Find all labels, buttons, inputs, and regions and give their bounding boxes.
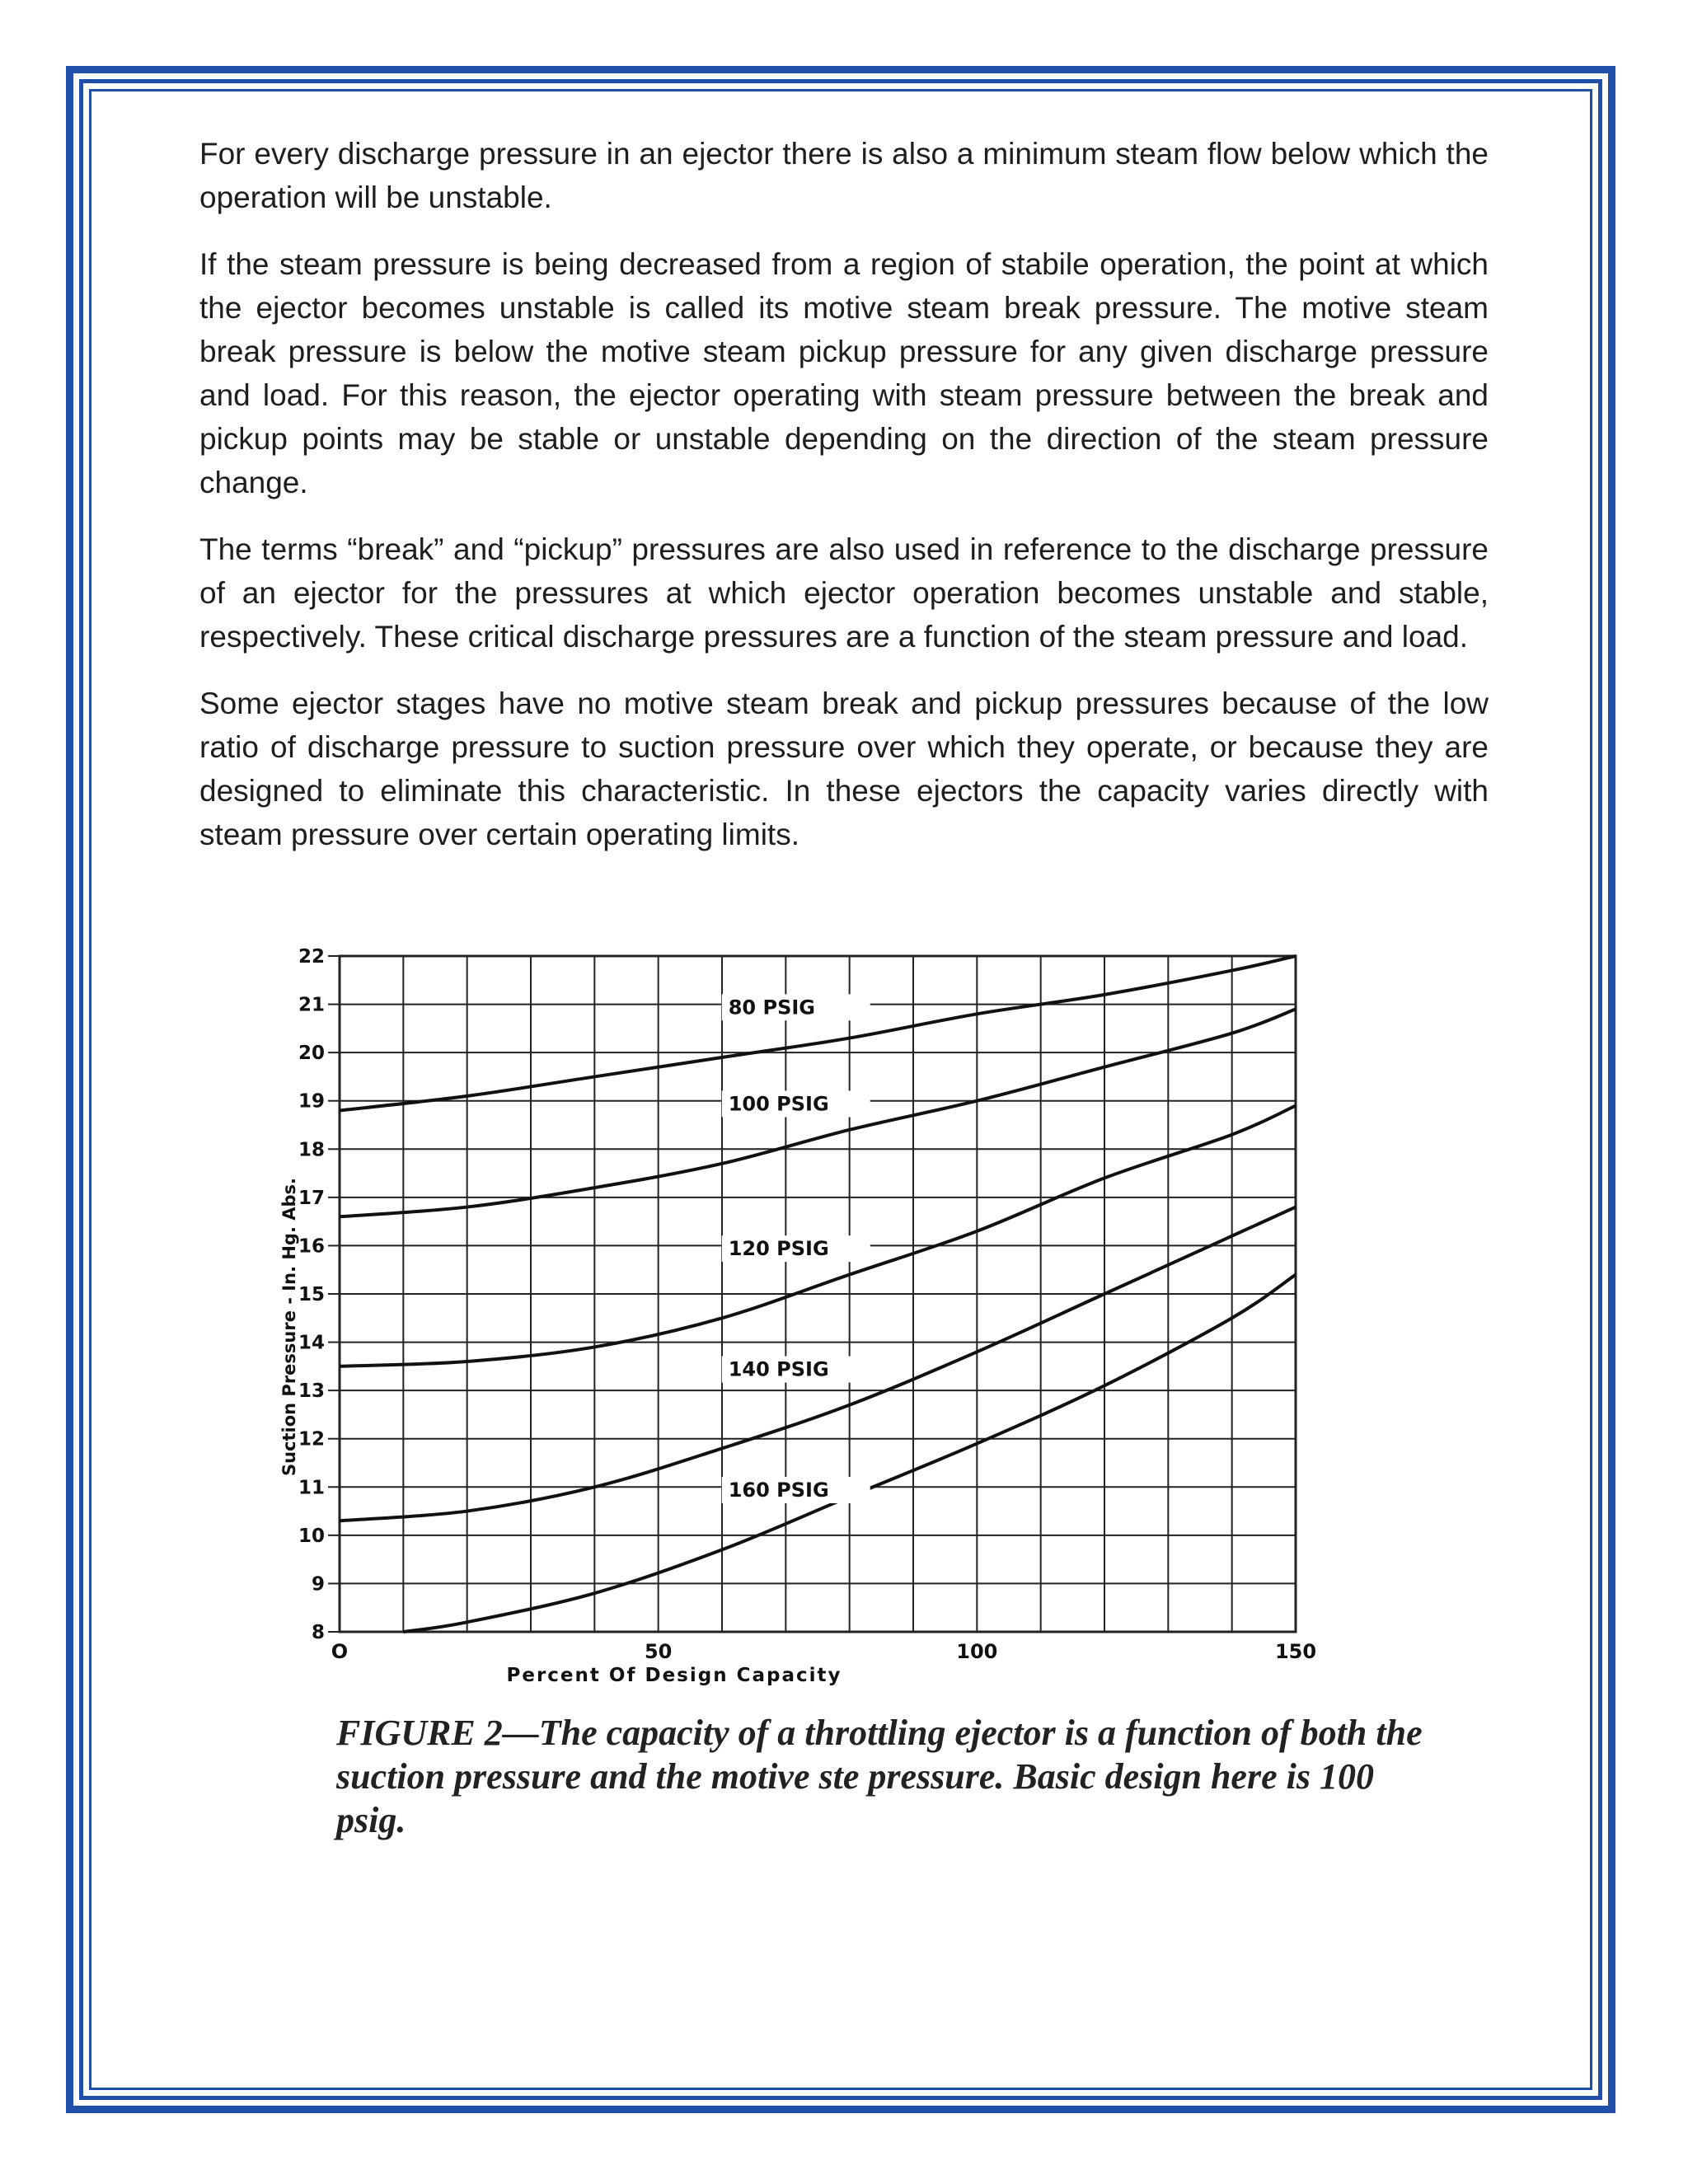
- paragraph-3: The terms “break” and “pickup” pressures are also used in reference to the discharge pressure of an ejector for the pressures at which ejector operation becomes unstable and stable, respectively. These critical discharge pressures are a function of the steam pressure and load.: [199, 532, 1489, 654]
- curve-label-text: 120 PSIG: [728, 1237, 829, 1261]
- y-tick-label: 17: [298, 1187, 325, 1209]
- y-tick-label: 19: [298, 1090, 325, 1113]
- y-tick-label: 11: [298, 1477, 325, 1499]
- y-tick-label: 21: [298, 994, 325, 1016]
- figure-caption: FIGURE 2—The capacity of a throttling ejector is a function of both the suction pressure and the motive ste pressure. Basic design here is 100 psig.: [336, 1713, 1423, 1840]
- y-axis-label: Suction Pressure - In. Hg. Abs.: [279, 1177, 299, 1477]
- body-text: [199, 132, 1489, 879]
- curve-label-140-psig: [722, 1357, 870, 1383]
- curve-label-120-psig: [722, 1235, 870, 1262]
- paragraph-2: If the steam pressure is being decreased from a region of stabile operation, the point at which the ejector becomes unstable is called its motive steam break pressure. The motive steam break pressure is below the motive steam pickup pressure for any given discharge pressure and load. For this reason, the ejector operating with steam pressure between the break and pickup points may be stable or unstable depending on the direction of the steam pressure change.: [199, 247, 1489, 499]
- y-tick-label: 18: [298, 1139, 325, 1161]
- y-tick-label: 9: [311, 1573, 325, 1596]
- y-tick-label: 15: [298, 1284, 325, 1305]
- y-tick-label: 13: [298, 1380, 325, 1403]
- curve-80-psig: [340, 956, 1296, 1110]
- x-tick-label: 150: [1274, 1640, 1317, 1663]
- curve-label-text: 160 PSIG: [728, 1479, 829, 1502]
- x-tick-label: O: [331, 1640, 349, 1663]
- curve-label-80-psig: [722, 994, 870, 1020]
- curve-label-text: 140 PSIG: [728, 1357, 829, 1381]
- chart-svg: [272, 940, 1327, 1698]
- y-tick-label: 10: [298, 1525, 325, 1547]
- x-axis-label: Percent Of Design Capacity: [506, 1665, 842, 1686]
- curve-label-100-psig: [722, 1090, 870, 1117]
- figure-2-chart: [272, 940, 1327, 1698]
- paragraph-1: For every discharge pressure in an ejector there is also a minimum steam flow below which the operation will be unstable.: [199, 137, 1489, 214]
- curve-label-160-psig: [722, 1477, 870, 1503]
- x-tick-label: 50: [644, 1640, 673, 1663]
- y-tick-label: 16: [298, 1235, 325, 1258]
- chart-grid: [340, 956, 1296, 1632]
- y-tick-label: 22: [298, 946, 325, 968]
- curve-label-text: 80 PSIG: [728, 996, 815, 1019]
- y-tick-label: 8: [311, 1622, 325, 1643]
- y-tick-label: 12: [298, 1428, 325, 1451]
- x-tick-label: 100: [956, 1640, 998, 1663]
- y-tick-label: 14: [298, 1332, 325, 1354]
- paragraph-4: Some ejector stages have no motive steam break and pickup pressures because of the low ratio of discharge pressure to suction pressure over which they operate, or because they are designed to eliminate this characteristic. In these ejectors the capacity varies directly with steam pressure over certain operating limits.: [199, 687, 1489, 851]
- y-tick-label: 20: [298, 1043, 325, 1065]
- chart-labels: [279, 946, 1316, 1686]
- curve-label-text: 100 PSIG: [728, 1092, 829, 1116]
